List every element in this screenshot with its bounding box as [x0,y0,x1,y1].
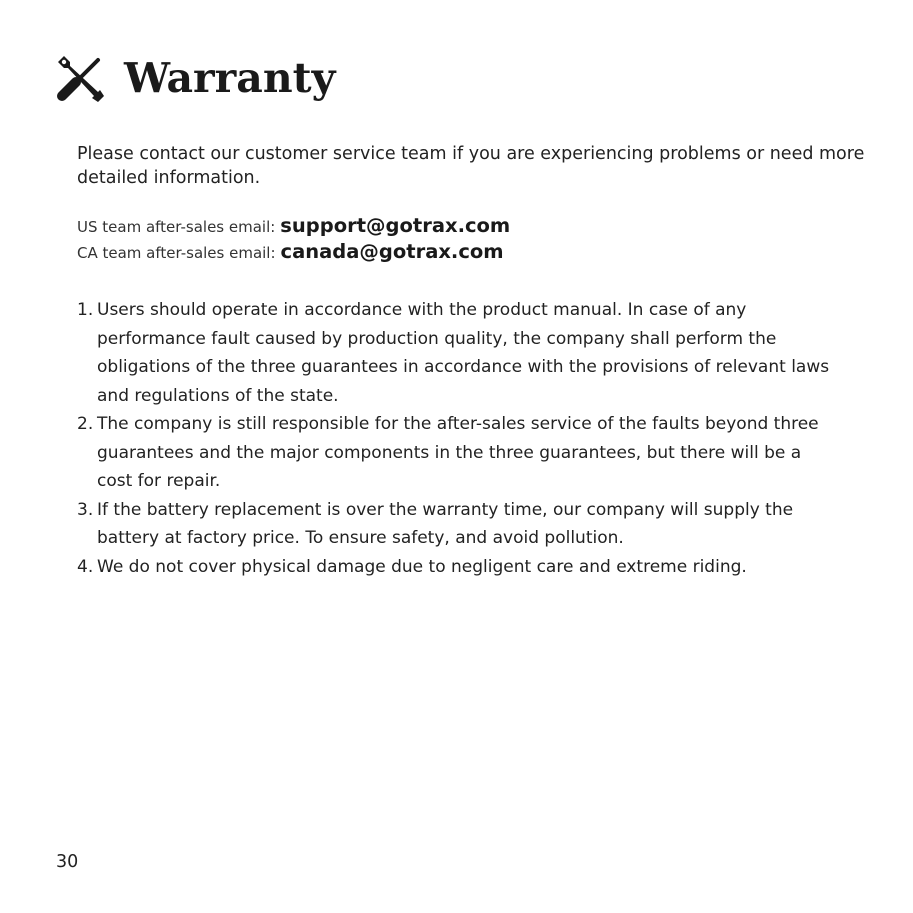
us-email-address: support@gotrax.com [280,214,511,237]
list-item [77,496,837,553]
list-item [77,410,837,496]
term-number: 2. [77,414,94,434]
term-text: The company is still responsible for the after-sales service of the faults beyond three guarantees and the major components in the three guarantees, but there will be a cost for repair. [97,414,819,491]
term-number: 4. [77,556,94,577]
ca-email-address: canada@gotrax.com [280,240,504,263]
page-number: 30 [56,852,79,872]
term-number: 1. [77,300,94,320]
list-item [77,296,837,410]
contact-emails [77,214,510,266]
page-header [54,52,335,104]
term-number: 3. [77,499,94,520]
warranty-terms-list [77,296,837,581]
list-item [77,553,837,582]
term-text: We do not cover physical damage due to negligent care and extreme riding. [97,556,747,577]
page-title: Warranty [124,53,336,102]
term-text: Users should operate in accordance with the product manual. In case of any performance fault caused by production quality, the company shall perform the obligations of the three guarantees in accordance with the provisions of relevant laws and regulations of the state. [97,300,830,406]
ca-email-label: CA team after-sales email: [77,244,276,262]
term-text: If the battery replacement is over the warranty time, our company will supply the battery at factory price. To ensure safety, and avoid pollution. [97,499,794,548]
intro-paragraph: Please contact our customer service team if you are experiencing problems or need more detailed information. [77,144,865,188]
us-email-row [77,214,510,240]
us-email-label: US team after-sales email: [77,218,276,236]
ca-email-row [77,240,510,266]
tools-icon [54,52,106,104]
